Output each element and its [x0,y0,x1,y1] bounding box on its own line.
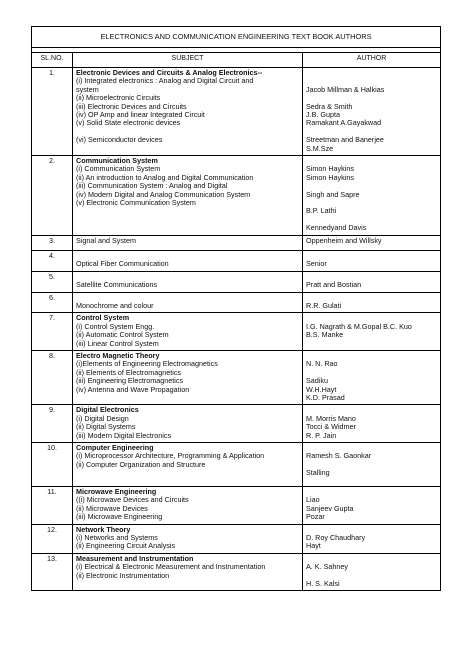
subject-title: Electronic Devices and Circuits & Analog Electronics-- [76,68,263,77]
subject-item: (ii) Automatic Control System [76,330,169,340]
subject-item: (vi) Semiconductor devices [76,135,163,145]
subject-item: (ii) Microwave Devices [76,503,148,513]
subject-item: Satellite Communications [76,280,158,290]
sl-cell: 13. [32,553,73,591]
subject-cell [73,313,303,351]
subject-title: Network Theory [76,524,131,534]
subject-item: (ii) Engineering Circuit Analysis [76,541,176,551]
subject-item: (ii) Elements of Electromagnetics [76,367,182,377]
author-name: A. K. Sahney [306,562,348,572]
subject-cell [73,524,303,553]
author-name: J.B. Gupta [306,109,340,119]
subject-title: Computer Engineering [76,443,154,453]
header-sl: SL.NO. [32,53,73,68]
table-row [32,524,441,553]
author-cell [303,553,441,591]
subject-item: (i) Digital Design [76,413,129,423]
author-name: N. N. Rao [306,359,338,369]
subject-item: system [76,84,99,94]
sl-cell: 8. [32,351,73,405]
sl-cell: 3. [32,236,73,251]
subject-item: (v) Solid State electronic devices [76,118,181,128]
author-name: B.P. Lathi [306,206,337,216]
subject-cell [73,251,303,272]
table-row [32,236,441,251]
author-name: Hayt [306,541,321,551]
subject-item: (i) Electrical & Electronic Measurement and Instrumentation [76,562,266,572]
subject-title: Measurement and Instrumentation [76,553,194,563]
sl-cell: 10. [32,443,73,487]
subject-item: (i) Integrated electronics : Analog and Digital Circuit and [76,76,254,86]
table-row [32,271,441,292]
author-name: Oppenheim and Willsky [306,236,382,245]
author-cell [303,271,441,292]
subject-item: Signal and System [76,236,136,245]
sl-cell: 12. [32,524,73,553]
subject-cell [73,68,303,156]
sl-cell: 4. [32,251,73,272]
subject-item: (ii) An introduction to Analog and Digital Communication [76,172,254,182]
table-row [32,68,441,156]
subject-cell [73,156,303,236]
subject-item: (ii) Digital Systems [76,422,136,432]
subject-item: (iii) Engineering Electromagnetics [76,376,184,386]
subject-item: (ii) Electronic Instrumentation [76,570,170,580]
author-name: Jacob Millman & Halkias [306,84,385,94]
subject-cell [73,405,303,443]
subject-item: (iii) Communication System : Analog and Digital [76,181,228,191]
sl-cell: 11. [32,487,73,525]
header-author: AUTHOR [303,53,441,68]
author-name: Ramakant A.Gayakwad [306,118,382,128]
author-name: Tocci & Widmer [306,422,356,432]
author-cell [303,236,441,251]
subject-title: Digital Electronics [76,405,139,415]
author-name: Simon Haykins [306,172,354,182]
table-row [32,405,441,443]
subject-item: (iii) Microwave Engineering [76,512,163,522]
author-cell [303,313,441,351]
authors-table [31,26,441,591]
subject-item: (iv) Modern Digital and Analog Communication System [76,189,251,199]
table-row [32,251,441,272]
subject-item: (i)Elements of Engineering Electromagnetics [76,359,218,369]
sl-cell: 6. [32,292,73,313]
subject-item: (v) Electronic Communication System [76,198,196,208]
author-name: Pratt and Bostian [306,280,362,290]
table-row [32,313,441,351]
author-name: Liao [306,495,320,505]
subject-item: Monochrome and colour [76,300,154,310]
title-row [32,27,441,48]
author-name: Kennedyand Davis [306,223,367,233]
author-name: Ramesh S. Gaonkar [306,451,372,461]
author-cell [303,292,441,313]
sl-cell: 5. [32,271,73,292]
sl-cell: 9. [32,405,73,443]
subject-item: (i) Microprocessor Architecture, Programming & Application [76,451,265,461]
author-name: Sadiku [306,376,328,386]
author-name: Senior [306,259,327,269]
author-name: Simon Haykins [306,164,354,174]
subject-item: (i) Communication System [76,164,161,174]
sl-cell: 1. [32,68,73,156]
subject-item: (iii) Linear Control System [76,338,159,348]
table-title: ELECTRONICS AND COMMUNICATION ENGINEERING TEXT BOOK AUTHORS [32,27,441,48]
author-name: K.D. Prasad [306,393,345,403]
subject-cell [73,443,303,487]
subject-item: (iii) Modern Digital Electronics [76,430,172,440]
author-name: W.H.Hayt [306,384,337,394]
subject-item: (iv) OP Amp and linear Integrated Circuit [76,110,205,120]
author-name: Singh and Sapre [306,189,360,199]
table-row [32,487,441,525]
subject-item: Optical Fiber Communication [76,259,169,269]
author-cell [303,405,441,443]
author-cell [303,524,441,553]
author-name: Stalling [306,468,330,478]
subject-item: (iv) Antenna and Wave Propagation [76,384,190,394]
author-name [306,488,437,496]
author-name: I.G. Nagrath & M.Gopal B.C. Kuo [306,321,412,331]
author-cell [303,156,441,236]
author-name [306,69,437,77]
subject-item: (iii) Electronic Devices and Circuits [76,101,187,111]
subject-cell [73,553,303,591]
sl-cell: 7. [32,313,73,351]
author-name: Streetman and Banerjee [306,135,384,145]
author-name: B.S. Manke [306,330,344,340]
author-name: H. S. Kalsi [306,579,340,589]
header-row [32,53,441,68]
subject-item: (ii) Microelectronic Circuits [76,93,161,103]
subject-title: Microwave Engineering [76,487,157,497]
subject-title: Communication System [76,156,158,165]
table-row [32,443,441,487]
subject-cell [73,487,303,525]
author-cell [303,487,441,525]
author-name: R.R. Gulati [306,300,342,310]
header-subject: SUBJECT [73,53,303,68]
author-cell [303,68,441,156]
table-row [32,351,441,405]
table-row [32,156,441,236]
subject-cell [73,351,303,405]
table-row [32,553,441,591]
author-name: M. Morris Mano [306,413,356,423]
subject-item: (ii) Computer Organization and Structure [76,459,206,469]
table-row [32,292,441,313]
author-name: Sanjeev Gupta [306,503,354,513]
author-cell [303,351,441,405]
author-cell [303,251,441,272]
author-cell [303,443,441,487]
subject-cell [73,292,303,313]
sl-cell: 2. [32,156,73,236]
subject-title: Electro Magnetic Theory [76,351,160,361]
author-name: S.M.Sze [306,143,334,153]
subject-title: Control System [76,313,130,323]
subject-item: ((i) Microwave Devices and Circuits [76,495,189,505]
subject-item: (i) Networks and Systems [76,533,158,543]
author-name: D. Roy Chaudhary [306,533,366,543]
subject-cell [73,271,303,292]
author-name: Sedra & Smith [306,101,353,111]
subject-item: (i) Control System Engg. [76,321,155,331]
subject-cell [73,236,303,251]
author-name: Pozar [306,512,325,522]
author-name: R. P. Jain [306,430,337,440]
